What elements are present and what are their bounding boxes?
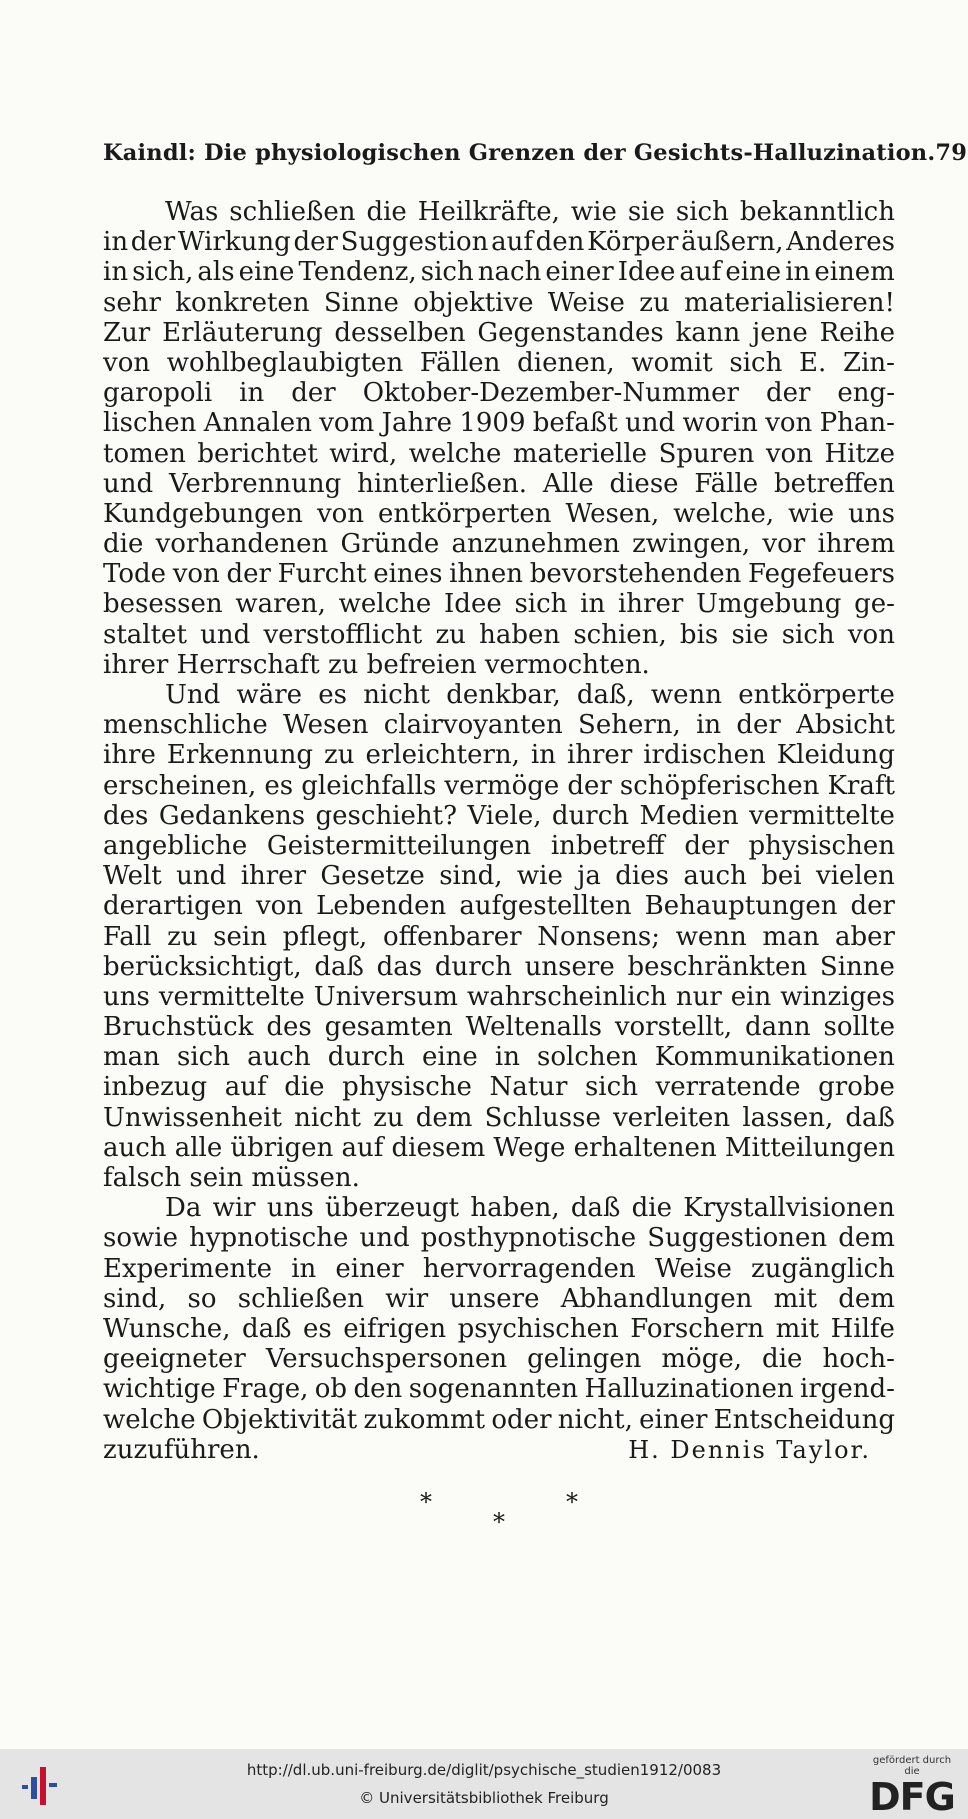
text-line: sind, so schließen wir unsere Abhandlungen mit dem [103, 1283, 895, 1314]
text-line: derartigen von Lebenden aufgestellten Behauptungen der [103, 891, 895, 922]
text-line: Tode von der Furcht eines ihnen bevorstehenden Fegefeuers [103, 559, 895, 590]
running-header [103, 140, 968, 166]
text-line: Welt und ihrer Gesetze sind, wie ja dies auch bei vielen [103, 861, 895, 892]
text-line: menschliche Wesen clairvoyanten Sehern, in der Absicht [103, 710, 895, 741]
text-line: ihrer Herrschaft zu befreien vermochten. [103, 649, 650, 680]
text-line: Und wäre es nicht denkbar, daß, wenn entkörperte [165, 680, 895, 710]
text-line: erscheinen, es gleichfalls vermöge der schöpferischen Kraft [103, 770, 895, 801]
separator-star: * [420, 1488, 432, 1516]
text-line: Kundgebungen von entkörperten Wesen, welche, wie uns [103, 498, 895, 529]
document-url[interactable]: http://dl.ub.uni-freiburg.de/diglit/psychische_studien1912/0083 [246, 1761, 722, 1779]
text-line: angebliche Geistermitteilungen inbetreff der physischen [103, 830, 895, 861]
text-line: wichtige Frage, ob den sogenannten Halluzinationen irgend- [103, 1374, 895, 1405]
text-line: Zur Erläuterung desselben Gegenstandes kann jene Reihe [103, 317, 895, 348]
header-title: Kaindl: Die physiologischen Grenzen der Gesichts-Halluzination. [103, 140, 936, 166]
text-line: falsch sein müssen. [103, 1163, 360, 1193]
text-line: berücksichtigt, daß das durch unsere beschränkten Sinne [103, 951, 895, 982]
viewer-footer [0, 1749, 968, 1819]
separator-star: * [493, 1508, 505, 1536]
page-number: 79 [935, 140, 968, 166]
text-line: geeigneter Versuchspersonen gelingen möge, die hoch- [103, 1344, 895, 1375]
signature: H. Dennis Taylor. [628, 1435, 871, 1464]
text-line: tomen berichtet wird, welche materielle Spuren von Hitze [103, 438, 895, 469]
text-line: welche Objektivität zukommt oder nicht, einer Entscheidung [103, 1404, 895, 1435]
section-separator [0, 1488, 968, 1548]
text-line: Fall zu sein pflegt, offenbarer Nonsens; wenn man aber [103, 921, 895, 952]
text-line: auch alle übrigen auf diesem Wege erhaltenen Mitteilungen [103, 1132, 895, 1163]
text-line: Was schließen die Heilkräfte, wie sie sich bekanntlich [165, 197, 895, 227]
text-line: Wunsche, daß es eifrigen psychischen Forschern mit Hilfe [103, 1313, 895, 1344]
text-line: lischen Annalen vom Jahre 1909 befaßt und worin von Phan- [103, 408, 895, 439]
body-text [103, 197, 895, 1465]
copyright-notice: © Universitätsbibliothek Freiburg [359, 1789, 609, 1807]
text-line: in sich, als eine Tendenz, sich nach einer Idee auf eine in einem [103, 257, 895, 288]
dfg-wordmark: DFG [869, 1775, 955, 1819]
text-line: inbezug auf die physische Natur sich verratende grobe [103, 1072, 895, 1103]
text-line: die vorhandenen Gründe anzunehmen zwingen, vor ihrem [103, 529, 895, 560]
text-line: Da wir uns überzeugt haben, daß die Krystallvisionen [165, 1193, 895, 1224]
dfg-tagline: gefördert durch die [872, 1755, 952, 1777]
text-line: Experimente in einer hervorragenden Weise zugänglich [103, 1253, 895, 1284]
text-line: garopoli in der Oktober-Dezember-Nummer der eng- [103, 378, 895, 409]
text-line: staltet und verstofflicht zu haben schien, bis sie sich von [103, 619, 895, 650]
closing-text: zuzuführen. [103, 1434, 260, 1465]
dfg-logo [866, 1755, 958, 1819]
text-line: ihre Erkennung zu erleichtern, in ihrer irdischen Kleidung [103, 740, 895, 771]
text-line: Bruchstück des gesamten Weltenalls vorstellt, dann sollte [103, 1012, 895, 1043]
text-line: besessen waren, welche Idee sich in ihrer Umgebung ge- [103, 589, 895, 620]
text-line: uns vermittelte Universum wahrscheinlich nur ein winziges [103, 981, 895, 1012]
text-line: Unwissenheit nicht zu dem Schlusse verleiten lassen, daß [103, 1102, 895, 1133]
text-line: sehr konkreten Sinne objektive Weise zu materialisieren! [103, 287, 895, 318]
text-line: des Gedankens geschieht? Viele, durch Medien vermittelte [103, 800, 895, 831]
text-line: man sich auch durch eine in solchen Kommunikationen [103, 1042, 895, 1073]
text-line: und Verbrennung hinterließen. Alle diese Fälle betreffen [103, 468, 895, 499]
text-line: von wohlbeglaubigten Fällen dienen, womit sich E. Zin- [103, 347, 895, 378]
text-line: sowie hypnotische und posthypnotische Suggestionen dem [103, 1223, 895, 1254]
text-line: in der Wirkung der Suggestion auf den Körper äußern, Anderes [103, 227, 895, 258]
closing-line [103, 1435, 895, 1465]
separator-star: * [566, 1488, 578, 1516]
